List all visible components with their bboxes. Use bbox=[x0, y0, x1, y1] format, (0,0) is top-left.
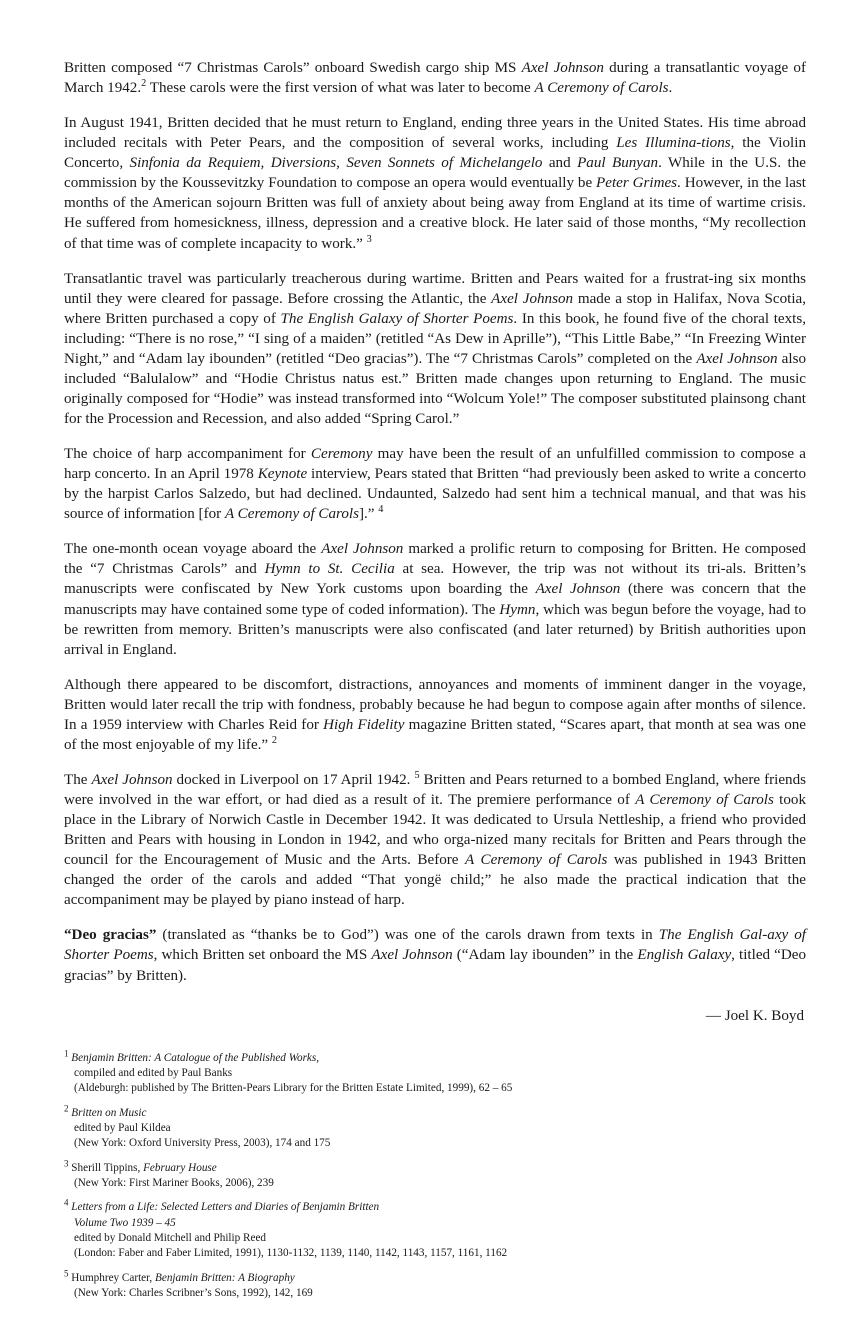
footnote-line: $^3$ Sherill Tippins, February House bbox=[64, 1157, 217, 1174]
footnote-line: $^5$ Humphrey Carter, Benjamin Britten: A Biography bbox=[64, 1267, 295, 1284]
footnote-line: $^2$ Britten on Music bbox=[64, 1102, 147, 1119]
footnotes-section bbox=[64, 1047, 806, 1302]
footnote-marker: 5 bbox=[64, 1267, 69, 1278]
footnote-marker: 1 bbox=[64, 1047, 69, 1058]
body-paragraph: The choice of harp accompaniment for Ceremony may have been the result of an unfulfilled commission to compose a harp concerto. In an April 1978 Keynote interview, Pears stated that Britten “had previously been asked to write a concerto by the harpist Carlos Salzedo, but had declined. Undaunted, Salzedo had sent him a technical manual, and that was his source of information [for A Ceremony of Carols].” $^4$ bbox=[64, 446, 806, 523]
footnote-marker: 4 bbox=[64, 1197, 69, 1208]
footnote-list bbox=[64, 1047, 806, 1302]
body-paragraph: The Axel Johnson docked in Liverpool on 17 April 1942. $^5$ Britten and Pears returned to a bombed England, where friends were involved in the war effort, or had died as a result of it. The premiere performance of A Ceremony of Carols took place in the Library of Norwich Castle in December 1942. It was dedicated to Ursula Nettleship, a friend who provided Britten and Pears with housing in London in 1942, and who orga-nized many recitals for Britten and Pears through the council for the Encouragement of Music and the Arts. Before A Ceremony of Carols was published in 1943 Britten changed the order of the carols and added “That yongë child;” he also made the practical indication that the accompaniment may be played by piano instead of harp. bbox=[64, 769, 806, 909]
footnote-line: compiled and edited by Paul Banks bbox=[74, 1066, 233, 1079]
body-paragraph: “Deo gracias” (translated as “thanks be to God”) was one of the carols drawn from texts in The English Gal-axy of Shorter Poems, which Britten set onboard the MS Axel Johnson (“Adam lay ibounden” in the English Galaxy, titled “Deo gracias” by Britten). bbox=[64, 927, 807, 984]
body-paragraph: Although there appeared to be discomfort, distractions, annoyances and moments of imminent danger in the voyage, Britten would later recall the trip with fondness, probably because he had begun to compose again after months of silence. In a 1959 interview with Charles Reid for High Fidelity magazine Britten stated, “Scares apart, that month at sea was one of the most enjoyable of my life.” $^2$ bbox=[64, 676, 806, 753]
paragraph-list bbox=[64, 58, 806, 986]
footnote-line: (New York: First Mariner Books, 2006), 239 bbox=[74, 1176, 274, 1189]
footnote-marker: 2 bbox=[64, 1102, 69, 1113]
footnote-line: (Aldeburgh: published by The Britten-Pears Library for the Britten Estate Limited, 1999), 62 – 65 bbox=[74, 1082, 513, 1095]
body-paragraph: The one-month ocean voyage aboard the Axel Johnson marked a prolific return to composing for Britten. He composed the “7 Christmas Carols” and Hymn to St. Cecilia at sea. However, the trip was not without its tri-als. Britten’s manuscripts were confiscated by New York customs upon boarding the Axel Johnson (there was concern that the manuscripts may have contained some type of coded information). The Hymn, which was begun before the voyage, had to be rewritten from memory. Britten’s manuscripts were also confiscated (and later returned) by British authorities upon arrival in England. bbox=[64, 541, 806, 658]
body-paragraph: Britten composed “7 Christmas Carols” onboard Swedish cargo ship MS Axel Johnson during a transatlantic voyage of March 1942.$^2$ These carols were the first version of what was later to become A Ceremony of Carols. bbox=[64, 60, 806, 97]
author-signature: — Joel K. Boyd bbox=[705, 1007, 804, 1024]
footnote bbox=[64, 1197, 806, 1261]
footnote-line: (New York: Charles Scribner’s Sons, 1992), 142, 169 bbox=[74, 1287, 313, 1300]
footnote-line: $^4$ Letters from a Life: Selected Letters and Diaries of Benjamin Britten bbox=[64, 1197, 380, 1214]
footnote bbox=[64, 1047, 806, 1097]
footnote bbox=[64, 1267, 806, 1302]
article-body bbox=[64, 58, 806, 986]
footnote-line: edited by Donald Mitchell and Philip Reed bbox=[74, 1232, 267, 1244]
footnote-line: edited by Paul Kildea bbox=[74, 1121, 171, 1134]
footnote-marker: 3 bbox=[64, 1157, 69, 1168]
footnote-line: (New York: Oxford University Press, 2003), 174 and 175 bbox=[74, 1137, 331, 1150]
footnote-line: $^1$ Benjamin Britten: A Catalogue of the Published Works, bbox=[64, 1047, 320, 1064]
footnote bbox=[64, 1102, 806, 1152]
body-paragraph: Transatlantic travel was particularly treacherous during wartime. Britten and Pears waited for a frustrat-ing six months until they were cleared for passage. Before crossing the Atlantic, the Axel Johnson made a stop in Halifax, Nova Scotia, where Britten purchased a copy of The English Galaxy of Shorter Poems. In this book, he found five of the choral texts, including: “There is no rose,” “I sing of a maiden” (retitled “As Dew in Aprille”), “This Little Babe,” “In Freezing Winter Night,” and “Adam lay ibounden” (retitled “Deo gracias”). The “7 Christmas Carols” completed on the Axel Johnson also included “Balulalow” and “Hodie Christus natus est.” Britten made changes upon returning to England. The music originally composed for “Hodie” was instead transformed into “Wolcum Yole!” The composer substituted plainsong chant for the Procession and Recession, and also added “Spring Carol.” bbox=[64, 270, 806, 427]
body-paragraph: In August 1941, Britten decided that he must return to England, ending three years in the United States. His time abroad included recitals with Peter Pears, and the composition of several works, including Les Illumina-tions, the Violin Concerto, Sinfonia da Requiem, Diversions, Seven Sonnets of Michelangelo and Paul Bunyan. While in the U.S. the commission by the Koussevitzky Foundation to compose an opera would eventually be Peter Grimes. However, in the last months of the American sojourn Britten was full of anxiety about being away from England at its time of wartime crisis. He suffered from homesickness, illness, depression and a creative block. He later said of those months, “My recollection of that time was of complete incapacity to work.” $^3$ bbox=[64, 115, 806, 252]
footnote-line: Volume Two 1939 – 45 bbox=[74, 1216, 176, 1229]
footnote bbox=[64, 1157, 806, 1192]
footnote-line: (London: Faber and Faber Limited, 1991), 1130-1132, 1139, 1140, 1142, 1143, 1157, 1161, 1162 bbox=[74, 1247, 508, 1260]
